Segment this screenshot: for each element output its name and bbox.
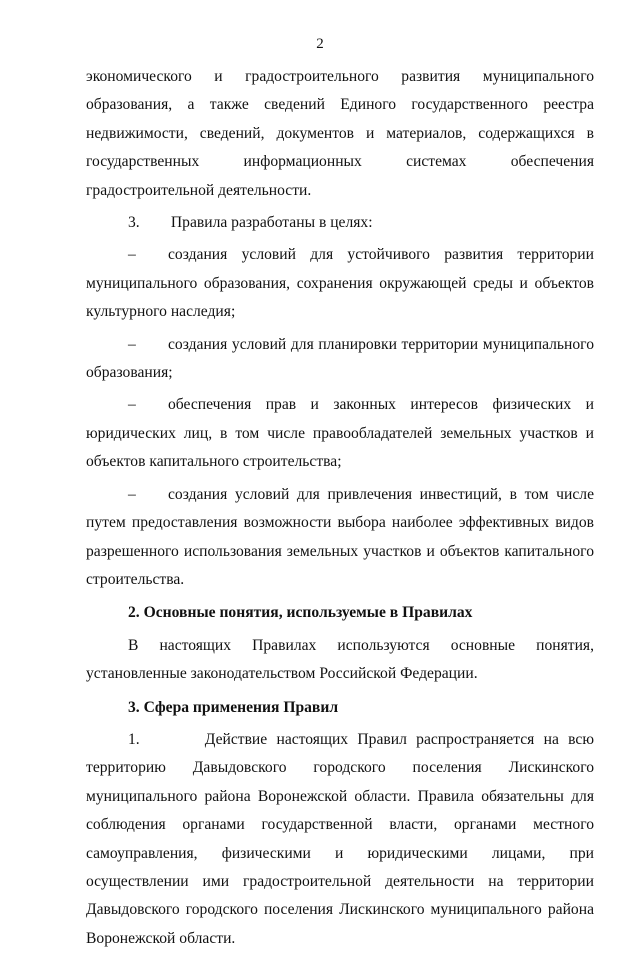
list-item	[86, 241, 594, 326]
dash-marker: –	[128, 396, 136, 414]
document-body	[86, 63, 594, 953]
paragraph-definitions: В настоящих Правилах используются основные понятия, установленные законодательством Российской Федерации.	[86, 636, 594, 683]
list-item	[86, 481, 594, 595]
list-item	[86, 391, 594, 476]
dash-marker: –	[128, 246, 136, 264]
section-heading-3: 3. Сфера применения Правил	[128, 698, 339, 716]
list-item-text: создания условий для привлечения инвестиций, в том числе путем предоставления возможности выбора наиболее эффективных видов разрешенного использования земельных участков и объектов капитального строительства.	[86, 485, 594, 588]
paragraph-continuation: экономического и градостроительного развития муниципального образования, а также сведений Единого государственного реестра недвижимости, сведений, документов и материалов, содержащихся в государственных информационных системах обеспечения градостроительной деятельности.	[86, 68, 594, 199]
dash-marker: –	[128, 485, 136, 503]
dash-marker: –	[128, 335, 136, 353]
page-number: 2	[316, 36, 324, 52]
list-item	[86, 331, 594, 388]
paragraph-scope: 1. Действие настоящих Правил распространяется на всю территорию Давыдовского городского поселения Лискинского муниципального района Воронежской области. Правила обязательны для соблюдения органами государственной власти, органами местного самоуправления, физическими и юридическими лицами, при осуществлении ими градостроительной деятельности на территории Давыдовского городского поселения Лискинского муниципального района Воронежской области.	[86, 730, 594, 947]
list-item-text: создания условий для планировки территории муниципального образования;	[86, 335, 594, 382]
section-heading-2: 2. Основные понятия, используемые в Правилах	[128, 604, 473, 622]
paragraph-item-3: 3. Правила разработаны в целях:	[128, 214, 373, 232]
list-item-text: обеспечения прав и законных интересов физических и юридических лиц, в том числе правообладателей земельных участков и объектов капитального строительства;	[86, 396, 594, 471]
list-item-text: создания условий для устойчивого развития территории муниципального образования, сохранения окружающей среды и объектов культурного наследия;	[86, 246, 594, 321]
